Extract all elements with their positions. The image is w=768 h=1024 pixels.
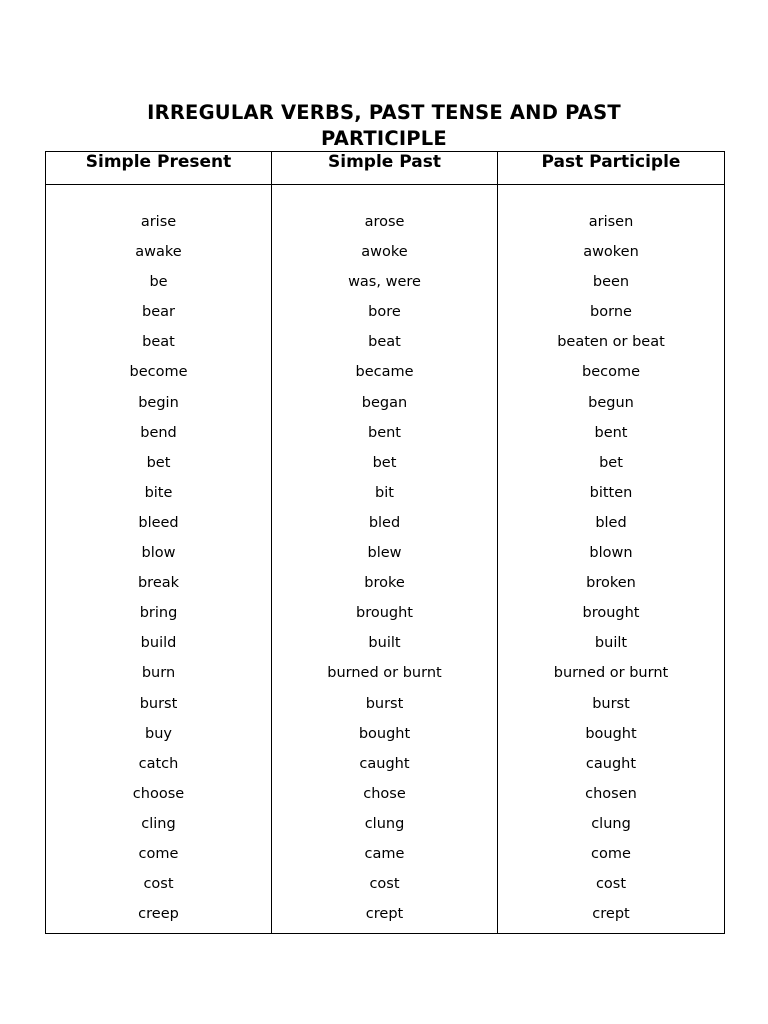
table-cell: beat xyxy=(368,334,401,351)
table-cell: burned or burnt xyxy=(553,665,669,682)
table-cell: bought xyxy=(358,725,411,742)
table-cell: begin xyxy=(138,394,179,411)
table-cell: bled xyxy=(595,514,627,531)
table-cell: burn xyxy=(141,665,176,682)
table-cell: become xyxy=(129,364,188,381)
table-cell: bit xyxy=(375,484,394,501)
column-simple-present xyxy=(46,185,272,934)
table-cell: begun xyxy=(588,394,634,411)
table-cell: blown xyxy=(589,545,633,562)
table-cell: bought xyxy=(585,725,637,742)
document-title-line-1: IRREGULAR VERBS, PAST TENSE AND PAST xyxy=(147,101,621,125)
table-cell: awoke xyxy=(361,244,408,261)
table-cell: beaten or beat xyxy=(557,334,665,351)
table-cell: chosen xyxy=(585,785,637,802)
table-cell: crept xyxy=(592,906,630,923)
table-cell: clung xyxy=(364,815,405,832)
table-cell: bitten xyxy=(589,484,633,501)
table-cell: clung xyxy=(591,815,631,832)
table-cell: beat xyxy=(142,334,175,351)
table-cell: bet xyxy=(599,454,623,471)
table-cell: came xyxy=(364,845,405,862)
table-cell: arisen xyxy=(588,214,634,230)
table-cell: bite xyxy=(144,484,173,501)
table-cell: caught xyxy=(585,755,637,772)
table-cell: was, were xyxy=(348,274,421,291)
table-cell: built xyxy=(594,635,628,652)
table-cell: chose xyxy=(363,785,406,802)
table-cell: be xyxy=(149,274,168,291)
table-cell: bent xyxy=(367,424,401,441)
document-title xyxy=(0,100,768,152)
table-cell: bear xyxy=(142,304,175,321)
table-cell: bore xyxy=(368,304,401,321)
table-cell: cling xyxy=(141,815,176,832)
table-cell: burst xyxy=(365,695,404,712)
table-cell: become xyxy=(581,364,640,381)
table-cell: borne xyxy=(590,304,632,321)
table-header-row xyxy=(46,152,725,185)
table-cell: come xyxy=(138,845,179,862)
table-cell: been xyxy=(592,274,630,291)
header-past-participle: Past Participle xyxy=(498,152,725,185)
table-cell: bet xyxy=(146,454,171,471)
table-cell: break xyxy=(137,575,180,592)
table-cell: bend xyxy=(140,424,177,441)
table-cell: arose xyxy=(364,214,405,230)
table-cell: bent xyxy=(594,424,628,441)
past-participle-list xyxy=(498,209,724,931)
table-cell: awoken xyxy=(583,244,639,261)
table-cell: cost xyxy=(595,876,627,893)
table-cell: burst xyxy=(139,695,178,712)
column-simple-past xyxy=(272,185,498,934)
document-title-line-2: PARTICIPLE xyxy=(321,127,447,151)
simple-past-list xyxy=(272,209,497,931)
table-cell: burst xyxy=(592,695,630,712)
table-cell: built xyxy=(368,635,401,652)
column-past-participle xyxy=(498,185,725,934)
table-cell: bleed xyxy=(138,514,179,531)
irregular-verbs-table xyxy=(45,151,725,934)
table-cell: became xyxy=(355,364,414,381)
table-cell: choose xyxy=(132,785,185,802)
table-cell: buy xyxy=(145,725,172,742)
table-cell: broken xyxy=(586,575,636,592)
table-body-row xyxy=(46,185,725,934)
table-cell: burned or burnt xyxy=(327,665,442,682)
table-cell: creep xyxy=(138,906,179,923)
table-cell: blow xyxy=(141,545,176,562)
table-cell: come xyxy=(591,845,631,862)
table-cell: began xyxy=(361,394,408,411)
table-cell: bring xyxy=(139,605,178,622)
table-cell: awake xyxy=(135,244,182,261)
table-cell: blew xyxy=(367,545,402,562)
table-cell: bet xyxy=(372,454,397,471)
table-cell: brought xyxy=(356,605,413,622)
table-cell: caught xyxy=(359,755,410,772)
table-cell: catch xyxy=(138,755,179,772)
table-cell: bled xyxy=(368,514,401,531)
table-cell: broke xyxy=(364,575,405,592)
table-cell: brought xyxy=(582,605,640,622)
table-cell: cost xyxy=(369,876,400,893)
simple-present-list xyxy=(46,209,271,931)
table-cell: crept xyxy=(365,906,404,923)
table-cell: cost xyxy=(143,876,174,893)
header-simple-past: Simple Past xyxy=(272,152,498,185)
table-cell: build xyxy=(140,635,177,652)
table-cell: arise xyxy=(140,214,177,230)
header-simple-present: Simple Present xyxy=(46,152,272,185)
